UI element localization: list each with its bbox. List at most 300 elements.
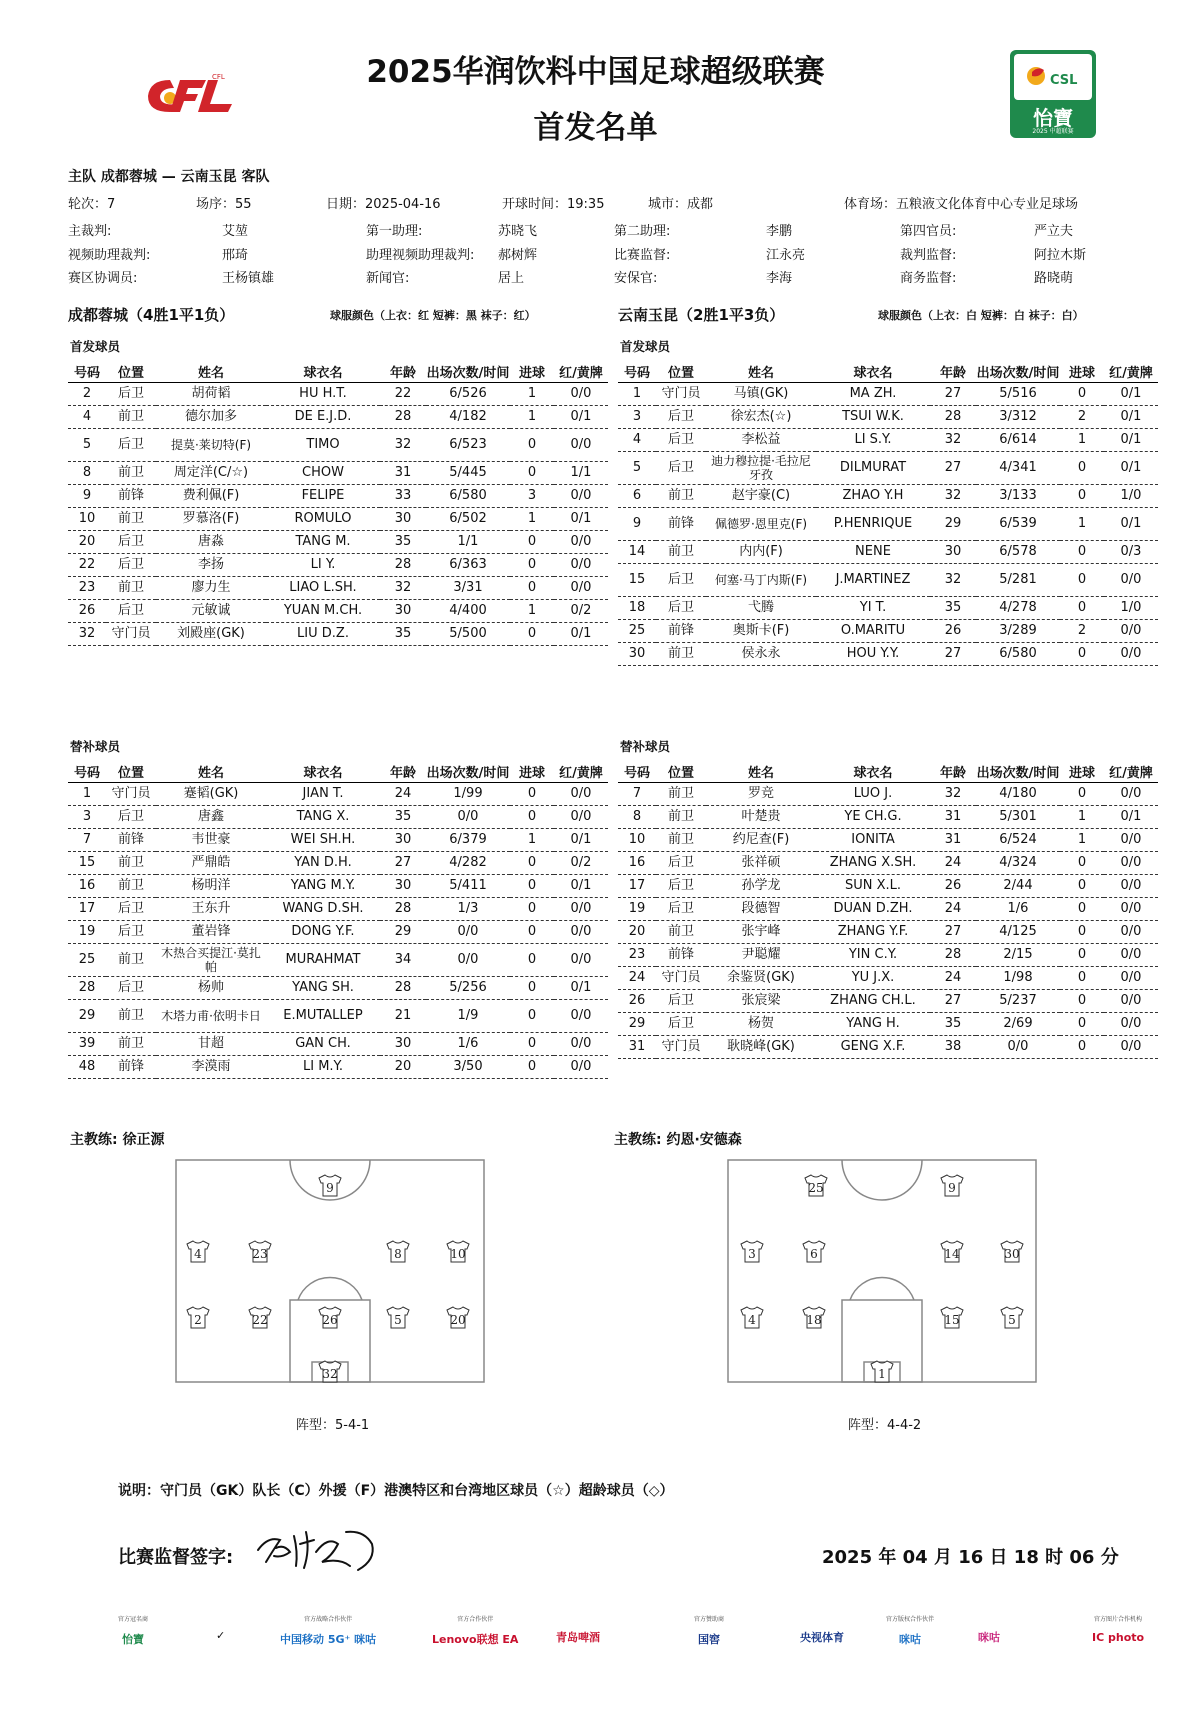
- table-cell: 7: [68, 829, 106, 852]
- jersey-number: 5: [394, 1313, 402, 1327]
- column-header: 出场次数/时间: [976, 760, 1060, 783]
- column-header: 姓名: [156, 760, 266, 783]
- table-cell: 0/0: [554, 485, 608, 508]
- table-cell: 0/1: [1104, 806, 1158, 829]
- table-cell: 0: [1060, 485, 1104, 508]
- table-cell: 1/98: [976, 967, 1060, 990]
- table-cell: 1: [510, 383, 554, 406]
- table-cell: 0: [1060, 967, 1104, 990]
- column-header: 球衣名: [816, 760, 930, 783]
- table-cell: 1: [510, 508, 554, 531]
- column-header: 号码: [618, 360, 656, 383]
- table-cell: LI Y.: [266, 554, 380, 577]
- table-row: [68, 783, 608, 806]
- table-cell: 9: [68, 485, 106, 508]
- official-name: 江永亮: [766, 248, 806, 263]
- table-cell: 杨帅: [156, 977, 266, 1000]
- table-row: [68, 1056, 608, 1079]
- table-cell: 19: [68, 921, 106, 944]
- table-cell: 前锋: [106, 485, 156, 508]
- page-subtitle: 首发名单: [533, 110, 658, 146]
- sponsor-name: 怡寶: [122, 1633, 144, 1646]
- column-header: 年龄: [380, 760, 426, 783]
- table-cell: 4: [618, 429, 656, 452]
- table-row: [618, 452, 1158, 485]
- table-cell: 6/523: [426, 429, 510, 462]
- table-row: [618, 429, 1158, 452]
- jersey-number: 25: [808, 1181, 824, 1195]
- table-cell: 奥斯卡(F): [706, 620, 816, 643]
- column-header: 年龄: [930, 760, 976, 783]
- table-row: [618, 806, 1158, 829]
- table-cell: 前卫: [106, 406, 156, 429]
- table-row: [68, 623, 608, 646]
- table-row: [618, 921, 1158, 944]
- table-row: [618, 597, 1158, 620]
- table-cell: 0: [1060, 643, 1104, 666]
- jersey-number: 18: [806, 1313, 822, 1327]
- table-cell: 守门员: [106, 783, 156, 806]
- table-cell: 22: [68, 554, 106, 577]
- official-name: 王杨镇雄: [222, 271, 275, 286]
- table-cell: 24: [618, 967, 656, 990]
- official-role: 比赛监督:: [614, 248, 671, 263]
- sponsor-logo: [1092, 1614, 1144, 1644]
- table-cell: 27: [930, 643, 976, 666]
- home-formation-pitch: [174, 1158, 486, 1386]
- home-subs-label: 替补球员: [70, 739, 121, 754]
- table-cell: DUAN D.ZH.: [816, 898, 930, 921]
- table-cell: 0: [510, 944, 554, 977]
- sponsor-name: 中国移动 5G⁺ 咪咕: [280, 1633, 377, 1646]
- table-row: [68, 406, 608, 429]
- table-cell: 29: [618, 1013, 656, 1036]
- column-header: 进球: [1060, 760, 1104, 783]
- table-cell: 0: [510, 806, 554, 829]
- table-row: [618, 541, 1158, 564]
- table-row: [618, 875, 1158, 898]
- table-cell: 0/0: [426, 921, 510, 944]
- column-header: 球衣名: [266, 760, 380, 783]
- home-subs-table: [68, 760, 608, 1079]
- table-cell: 唐淼: [156, 531, 266, 554]
- table-cell: TANG X.: [266, 806, 380, 829]
- table-cell: 35: [380, 531, 426, 554]
- table-cell: 0: [1060, 990, 1104, 1013]
- table-cell: 24: [930, 898, 976, 921]
- match-date: 日期：2025-04-16: [326, 197, 441, 212]
- sponsor-category: [800, 1614, 844, 1621]
- table-cell: 0: [1060, 541, 1104, 564]
- table-cell: 28: [380, 898, 426, 921]
- table-cell: 罗慕洛(F): [156, 508, 266, 531]
- column-header: 球衣名: [816, 360, 930, 383]
- table-cell: 木热合买提江·莫扎帕: [156, 944, 266, 977]
- table-cell: 27: [930, 452, 976, 485]
- table-row: [618, 967, 1158, 990]
- jersey-number: 14: [944, 1247, 960, 1261]
- table-cell: 26: [68, 600, 106, 623]
- table-cell: 费利佩(F): [156, 485, 266, 508]
- table-cell: 1: [510, 829, 554, 852]
- table-cell: 0/0: [1104, 852, 1158, 875]
- table-cell: 8: [618, 806, 656, 829]
- table-cell: 3/289: [976, 620, 1060, 643]
- table-cell: 后卫: [656, 990, 706, 1013]
- page-title: 2025华润饮料中国足球超级联赛: [366, 54, 825, 90]
- table-row: [68, 485, 608, 508]
- sponsor-logo: [118, 1614, 148, 1647]
- table-cell: 20: [618, 921, 656, 944]
- table-cell: P.HENRIQUE: [816, 508, 930, 541]
- table-cell: 5/256: [426, 977, 510, 1000]
- table-cell: 9: [618, 508, 656, 541]
- table-row: [618, 990, 1158, 1013]
- table-cell: 26: [618, 990, 656, 1013]
- table-cell: 17: [68, 898, 106, 921]
- sponsor-category: 官方版权合作伙伴: [886, 1616, 935, 1623]
- table-cell: 前锋: [106, 829, 156, 852]
- table-row: [618, 898, 1158, 921]
- table-cell: 4/180: [976, 783, 1060, 806]
- table-row: [618, 383, 1158, 406]
- table-cell: 5/301: [976, 806, 1060, 829]
- sponsor-name: 青岛啤酒: [556, 1631, 600, 1644]
- table-cell: 0: [1060, 452, 1104, 485]
- table-cell: 后卫: [106, 554, 156, 577]
- jersey-number: 5: [1008, 1313, 1016, 1327]
- table-cell: 5/237: [976, 990, 1060, 1013]
- teams-line: 主队 成都蓉城 — 云南玉昆 客队: [68, 169, 270, 185]
- table-cell: 32: [930, 485, 976, 508]
- official-role: 助理视频助理裁判:: [366, 248, 475, 263]
- jersey-number: 20: [450, 1313, 466, 1327]
- table-cell: 0/2: [554, 600, 608, 623]
- column-header: 位置: [656, 760, 706, 783]
- table-cell: 0/1: [554, 623, 608, 646]
- table-cell: 5: [618, 452, 656, 485]
- column-header: 红/黄牌: [554, 360, 608, 383]
- table-row: [68, 531, 608, 554]
- table-cell: 6/580: [426, 485, 510, 508]
- table-cell: 32: [380, 429, 426, 462]
- table-cell: 10: [68, 508, 106, 531]
- column-header: 进球: [510, 360, 554, 383]
- table-cell: HU H.T.: [266, 383, 380, 406]
- table-cell: 后卫: [656, 406, 706, 429]
- away-team-header: 云南玉昆（2胜1平3负）: [618, 306, 785, 324]
- table-cell: 0/0: [426, 806, 510, 829]
- sponsor-name: IC photo: [1092, 1631, 1145, 1644]
- official-name: 郝树辉: [498, 248, 538, 263]
- table-cell: 0/0: [1104, 643, 1158, 666]
- table-cell: 3: [68, 806, 106, 829]
- jersey-number: 4: [748, 1313, 756, 1327]
- table-cell: 后卫: [656, 1013, 706, 1036]
- table-cell: 后卫: [656, 852, 706, 875]
- table-cell: ZHANG Y.F.: [816, 921, 930, 944]
- official-role: 安保官:: [614, 271, 658, 286]
- table-cell: 15: [68, 852, 106, 875]
- jersey-number: 15: [944, 1313, 960, 1327]
- table-cell: 后卫: [106, 898, 156, 921]
- table-cell: 32: [930, 783, 976, 806]
- table-cell: 前卫: [106, 944, 156, 977]
- table-cell: 3/50: [426, 1056, 510, 1079]
- table-cell: 25: [68, 944, 106, 977]
- table-cell: 5/281: [976, 564, 1060, 597]
- table-cell: 20: [68, 531, 106, 554]
- table-cell: 段德智: [706, 898, 816, 921]
- table-cell: 0/3: [1104, 541, 1158, 564]
- table-cell: 26: [930, 875, 976, 898]
- round: 轮次：7: [68, 197, 116, 212]
- table-cell: 1/3: [426, 898, 510, 921]
- table-row: [68, 977, 608, 1000]
- table-cell: YANG H.: [816, 1013, 930, 1036]
- table-cell: 0: [1060, 898, 1104, 921]
- table-cell: 廖力生: [156, 577, 266, 600]
- sponsor-name: 咪咕: [978, 1631, 1000, 1644]
- column-header: 进球: [510, 760, 554, 783]
- column-header: 位置: [106, 760, 156, 783]
- table-cell: 1: [68, 783, 106, 806]
- official-name: 路晓萌: [1034, 271, 1074, 286]
- jersey-number: 1: [878, 1367, 886, 1381]
- official-role: 第四官员:: [900, 224, 957, 239]
- table-cell: YAN D.H.: [266, 852, 380, 875]
- table-cell: 迪力穆拉提·毛拉尼牙孜: [706, 452, 816, 485]
- table-cell: 23: [68, 577, 106, 600]
- table-cell: IONITA: [816, 829, 930, 852]
- table-cell: 27: [380, 852, 426, 875]
- table-cell: 0: [510, 577, 554, 600]
- table-row: [618, 852, 1158, 875]
- official-role: 裁判监督:: [900, 248, 957, 263]
- table-cell: 后卫: [106, 806, 156, 829]
- table-cell: 1/99: [426, 783, 510, 806]
- table-cell: 余鉴贤(GK): [706, 967, 816, 990]
- table-cell: 0/0: [1104, 564, 1158, 597]
- official-name: 艾堃: [222, 224, 249, 239]
- sponsor-logo: [694, 1614, 724, 1647]
- away-formation-label: 阵型：4-4-2: [848, 1418, 922, 1433]
- table-cell: 4/324: [976, 852, 1060, 875]
- table-cell: 0: [510, 1056, 554, 1079]
- official-role: 商务监督:: [900, 271, 957, 286]
- pitch-outline: [728, 1160, 1036, 1382]
- table-cell: YI T.: [816, 597, 930, 620]
- table-cell: 1: [1060, 429, 1104, 452]
- table-cell: 10: [618, 829, 656, 852]
- official-role: 第二助理:: [614, 224, 671, 239]
- table-cell: 前卫: [656, 643, 706, 666]
- table-cell: 35: [930, 597, 976, 620]
- jersey-number: 10: [450, 1247, 466, 1261]
- table-cell: 周定洋(C/☆): [156, 462, 266, 485]
- table-row: [68, 383, 608, 406]
- table-cell: 4/278: [976, 597, 1060, 620]
- table-cell: 0/0: [976, 1036, 1060, 1059]
- table-cell: WEI SH.H.: [266, 829, 380, 852]
- table-cell: 0/0: [1104, 1036, 1158, 1059]
- table-cell: 16: [618, 852, 656, 875]
- table-cell: 28: [380, 977, 426, 1000]
- table-cell: 0: [1060, 921, 1104, 944]
- table-cell: 木塔力甫·依明卡日: [156, 1000, 266, 1033]
- table-cell: 李漠雨: [156, 1056, 266, 1079]
- table-cell: 2/15: [976, 944, 1060, 967]
- table-cell: 后卫: [106, 921, 156, 944]
- table-cell: DONG Y.F.: [266, 921, 380, 944]
- sponsor-category: 官方图片合作机构: [1094, 1616, 1143, 1623]
- table-cell: WANG D.SH.: [266, 898, 380, 921]
- table-cell: 1/6: [426, 1033, 510, 1056]
- table-row: [618, 1013, 1158, 1036]
- table-cell: 31: [930, 829, 976, 852]
- csl-logo: CSL 怡寶 2025 中超联赛: [1010, 50, 1096, 138]
- column-header: 年龄: [380, 360, 426, 383]
- table-cell: 26: [930, 620, 976, 643]
- table-cell: 0/0: [554, 1033, 608, 1056]
- table-cell: 19: [618, 898, 656, 921]
- table-cell: 1: [510, 406, 554, 429]
- table-row: [618, 508, 1158, 541]
- table-cell: 0/0: [1104, 990, 1158, 1013]
- table-cell: 3: [510, 485, 554, 508]
- table-cell: 18: [618, 597, 656, 620]
- table-cell: NENE: [816, 541, 930, 564]
- official-name: 阿拉木斯: [1034, 248, 1087, 263]
- home-starters-label: 首发球员: [70, 339, 121, 354]
- table-cell: 3/31: [426, 577, 510, 600]
- column-header: 年龄: [930, 360, 976, 383]
- table-cell: 0/0: [554, 944, 608, 977]
- table-cell: 0/0: [554, 531, 608, 554]
- sponsor-logo: [432, 1614, 518, 1647]
- table-cell: 0/1: [554, 875, 608, 898]
- table-cell: 3/312: [976, 406, 1060, 429]
- official-role: 新闻官:: [366, 271, 410, 286]
- jersey-number: 32: [322, 1367, 338, 1381]
- table-cell: 0: [1060, 597, 1104, 620]
- table-cell: 0/2: [554, 852, 608, 875]
- table-cell: 6/363: [426, 554, 510, 577]
- away-formation-pitch: [726, 1158, 1038, 1386]
- sponsor-category: 官方合作伙伴: [457, 1616, 494, 1623]
- table-cell: 0/0: [1104, 783, 1158, 806]
- table-cell: 后卫: [106, 977, 156, 1000]
- table-cell: DILMURAT: [816, 452, 930, 485]
- official-name: 居上: [498, 271, 525, 286]
- table-cell: 后卫: [656, 429, 706, 452]
- table-cell: 0/0: [554, 1000, 608, 1033]
- table-cell: 后卫: [656, 875, 706, 898]
- table-cell: 6/614: [976, 429, 1060, 452]
- away-coach: 主教练: 约恩·安德森: [614, 1132, 742, 1148]
- table-cell: 前卫: [106, 852, 156, 875]
- table-row: [68, 875, 608, 898]
- away-subs-label: 替补球员: [620, 739, 671, 754]
- column-header: 号码: [618, 760, 656, 783]
- table-cell: 31: [380, 462, 426, 485]
- table-cell: 0/0: [554, 1056, 608, 1079]
- table-cell: 0/0: [1104, 898, 1158, 921]
- table-cell: 35: [380, 623, 426, 646]
- table-cell: 守门员: [106, 623, 156, 646]
- table-cell: 0/0: [1104, 1013, 1158, 1036]
- table-cell: 6/379: [426, 829, 510, 852]
- table-cell: 30: [618, 643, 656, 666]
- sponsor-logo: [800, 1614, 844, 1645]
- jersey-number: 30: [1004, 1247, 1020, 1261]
- table-cell: YANG M.Y.: [266, 875, 380, 898]
- table-cell: 28: [68, 977, 106, 1000]
- away-subs-table: [618, 760, 1158, 1059]
- table-cell: 0: [510, 1033, 554, 1056]
- table-cell: 6/526: [426, 383, 510, 406]
- table-cell: 佩德罗·恩里克(F): [706, 508, 816, 541]
- table-cell: ROMULO: [266, 508, 380, 531]
- table-cell: 0: [1060, 564, 1104, 597]
- table-cell: 李松益: [706, 429, 816, 452]
- official-role: 视频助理裁判:: [68, 248, 151, 263]
- table-cell: 0/1: [1104, 452, 1158, 485]
- table-cell: YUAN M.CH.: [266, 600, 380, 623]
- table-cell: 24: [380, 783, 426, 806]
- table-cell: 后卫: [656, 564, 706, 597]
- table-cell: 张祥硕: [706, 852, 816, 875]
- table-cell: 4/400: [426, 600, 510, 623]
- jersey-number: 6: [810, 1247, 818, 1261]
- table-cell: FELIPE: [266, 485, 380, 508]
- sponsor-logo: [280, 1614, 376, 1647]
- jersey-number: 9: [948, 1181, 956, 1195]
- official-role: 赛区协调员:: [68, 271, 138, 286]
- table-cell: 前卫: [656, 806, 706, 829]
- table-cell: 23: [618, 944, 656, 967]
- column-header: 号码: [68, 360, 106, 383]
- table-cell: 0: [510, 462, 554, 485]
- table-cell: 4: [68, 406, 106, 429]
- table-row: [68, 429, 608, 462]
- table-cell: SUN X.L.: [816, 875, 930, 898]
- table-cell: DE E.J.D.: [266, 406, 380, 429]
- table-cell: 0: [510, 898, 554, 921]
- table-cell: 31: [930, 806, 976, 829]
- table-cell: 31: [618, 1036, 656, 1059]
- table-cell: 后卫: [106, 429, 156, 462]
- table-cell: 32: [380, 577, 426, 600]
- table-cell: 李扬: [156, 554, 266, 577]
- table-cell: 何塞·马丁内斯(F): [706, 564, 816, 597]
- table-cell: 弋腾: [706, 597, 816, 620]
- table-row: [68, 508, 608, 531]
- table-cell: MURAHMAT: [266, 944, 380, 977]
- table-cell: 30: [380, 1033, 426, 1056]
- column-header: 位置: [106, 360, 156, 383]
- column-header: 红/黄牌: [554, 760, 608, 783]
- table-cell: 0/0: [554, 429, 608, 462]
- table-cell: 0/0: [554, 383, 608, 406]
- table-row: [68, 1000, 608, 1033]
- table-header-row: [68, 360, 608, 383]
- table-cell: 5/516: [976, 383, 1060, 406]
- table-cell: LIAO L.SH.: [266, 577, 380, 600]
- table-cell: 4/341: [976, 452, 1060, 485]
- table-cell: 0/1: [554, 508, 608, 531]
- table-cell: 0: [1060, 1013, 1104, 1036]
